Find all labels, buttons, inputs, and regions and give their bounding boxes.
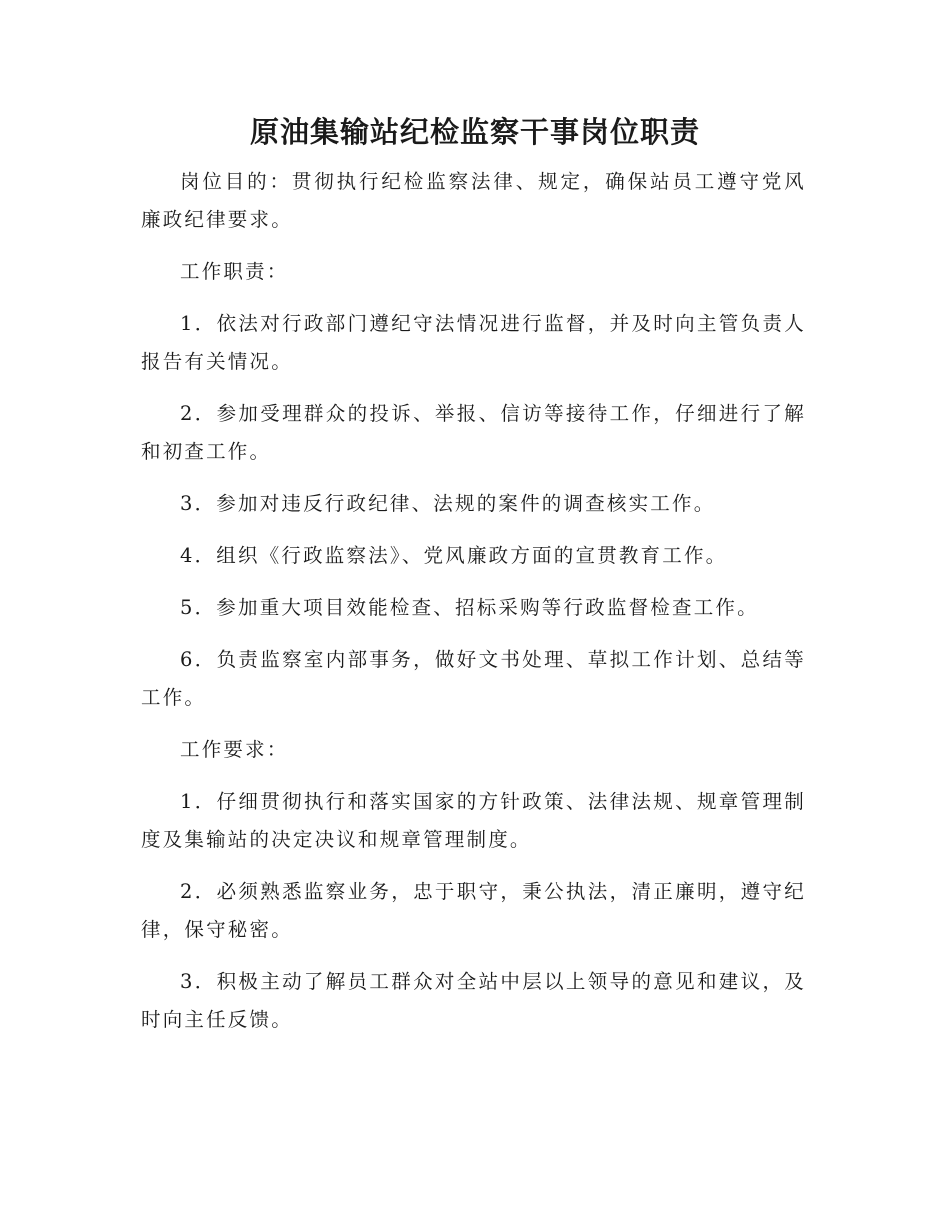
document-body <box>141 163 806 1039</box>
duty-item-1: 1．依法对行政部门遵纪守法情况进行监督，并及时向主管负责人报告有关情况。 <box>141 312 806 373</box>
duty-item-3: 3．参加对违反行政纪律、法规的案件的调查核实工作。 <box>180 492 716 515</box>
purpose-paragraph: 岗位目的：贯彻执行纪检监察法律、规定，确保站员工遵守党风廉政纪律要求。 <box>141 170 806 231</box>
requirement-item-2: 2．必须熟悉监察业务，忠于职守，秉公执法，清正廉明，遵守纪律，保守秘密。 <box>141 880 806 941</box>
duty-item-4: 4．组织《行政监察法》、党风廉政方面的宣贯教育工作。 <box>180 544 728 567</box>
duty-item-2: 2．参加受理群众的投诉、举报、信访等接待工作，仔细进行了解和初查工作。 <box>141 402 806 463</box>
requirement-item-3: 3．积极主动了解员工群众对全站中层以上领导的意见和建议，及时向主任反馈。 <box>141 970 806 1031</box>
duties-heading: 工作职责： <box>180 260 289 283</box>
duty-item-6: 6．负责监察室内部事务，做好文书处理、草拟工作计划、总结等工作。 <box>141 648 806 709</box>
duty-item-5: 5．参加重大项目效能检查、招标采购等行政监督检查工作。 <box>180 596 759 619</box>
document-title: 原油集输站纪检监察干事岗位职责 <box>249 115 700 149</box>
requirements-heading: 工作要求： <box>180 738 289 761</box>
requirement-item-1: 1．仔细贯彻执行和落实国家的方针政策、法律法规、规章管理制度及集输站的决定决议和规章管理制度。 <box>141 790 806 851</box>
